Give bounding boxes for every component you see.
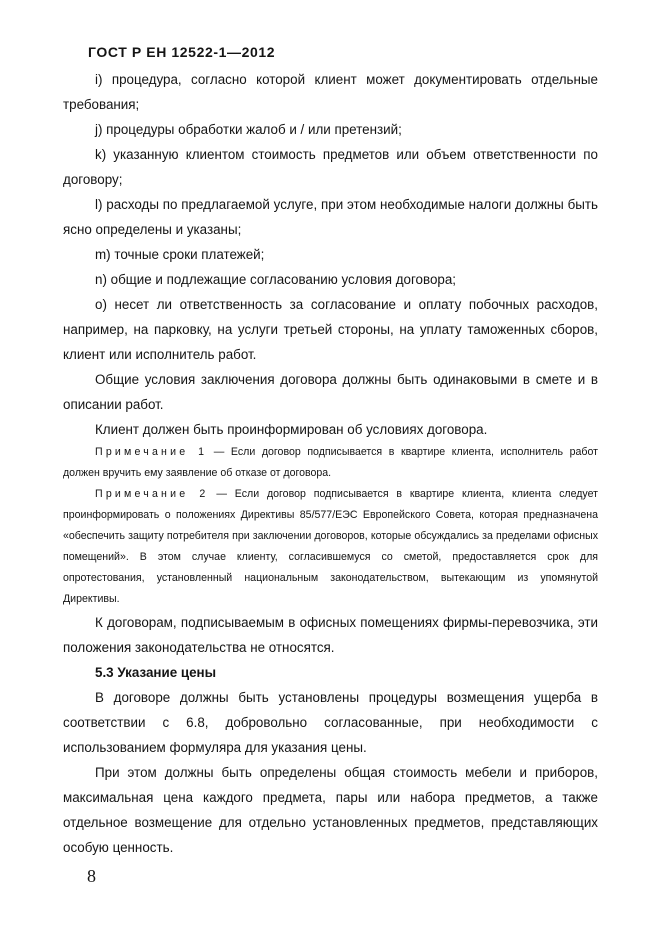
list-item-m: m) точные сроки платежей; [95,247,265,262]
page-body [63,67,598,860]
note-1-label: Примечание 1 [95,446,208,458]
list-item-n: n) общие и подлежащие согласованию условия договора; [95,272,457,287]
paragraph-general-conditions: Общие условия заключения договора должны быть одинаковыми в смете и в описании работ. [63,372,598,412]
list-item-i: i) процедура, согласно которой клиент может документировать отдельные требования; [63,72,598,112]
standard-header: ГОСТ Р ЕН 12522-1—2012 [88,44,276,60]
section-paragraph-2: При этом должны быть определены общая стоимость мебели и приборов, максимальная цена каждого предмета, пары или набора предметов, а также отдельное возмещение для отдельно установленных предметов, представляющих особую ценность. [63,765,598,855]
note-2 [63,484,598,610]
paragraph-client-informed: Клиент должен быть проинформирован об условиях договора. [95,422,488,437]
list-item-l: l) расходы по предлагаемой услуге, при этом необходимые налоги должны быть ясно определены и указаны; [63,197,598,237]
note-2-label: Примечание 2 [95,488,209,500]
list-item-o: o) несет ли ответственность за согласование и оплату побочных расходов, например, на парковку, на услуги третьей стороны, на уплату таможенных сборов, клиент или исполнитель работ. [63,297,598,362]
paragraph-office-contracts: К договорам, подписываемым в офисных помещениях фирмы-перевозчика, эти положения законодательства не относятся. [63,615,598,655]
note-2-text: — Если договор подписывается в квартире клиента, клиента следует проинформировать о положениях Директивы 85/577/ЕЭС Европейского Совета, которая предназначена «обеспечить защиту потребителя при заключении договоров, которые обсуждались за пределами офисных помещений». В этом случае клиенту, согласившемуся со сметой, предоставляется срок для опротестования, установленный национальным законодательством, вытекающим из упомянутой Директивы. [63,488,598,605]
note-1-text: — Если договор подписывается в квартире клиента, исполнитель работ должен вручить ему заявление об отказе от договора. [63,446,598,479]
section-heading: 5.3 Указание цены [95,665,217,680]
note-1 [63,442,598,484]
list-item-k: k) указанную клиентом стоимость предметов или объем ответственности по договору; [63,147,598,187]
page-number: 8 [87,866,96,886]
section-paragraph-1: В договоре должны быть установлены процедуры возмещения ущерба в соответствии с 6.8, добровольно согласованные, при необходимости с использованием формуляра для указания цены. [63,690,598,755]
list-item-j: j) процедуры обработки жалоб и / или претензий; [95,122,402,137]
